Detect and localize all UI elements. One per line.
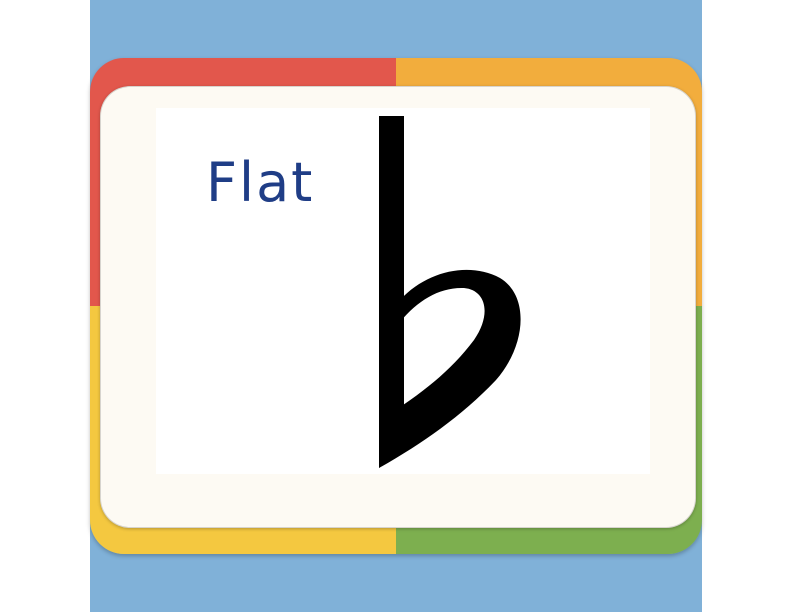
card-title: Flat [206, 151, 315, 214]
